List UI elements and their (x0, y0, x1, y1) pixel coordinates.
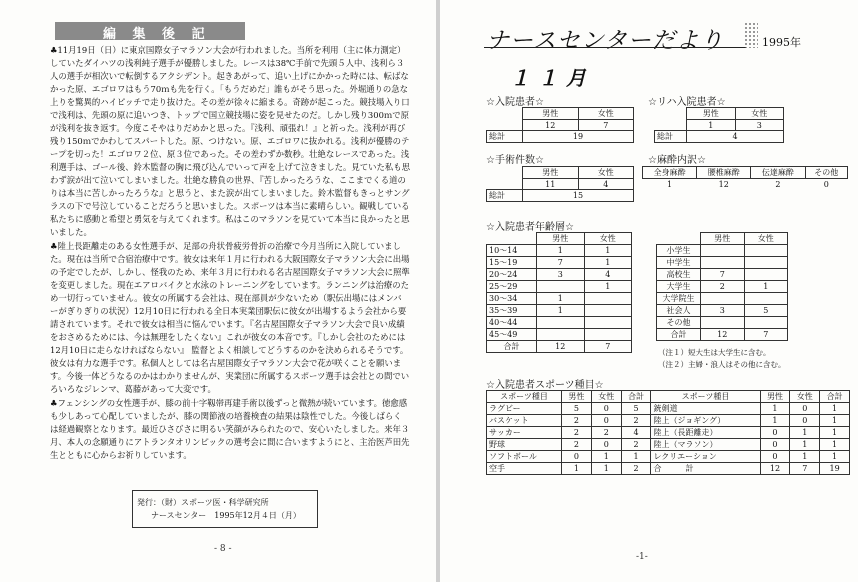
table-row: 10～14 1 1 (487, 245, 632, 257)
publisher-line: 発行：（財）スポーツ医・科学研究所 (137, 498, 269, 507)
total-count: 15 (523, 190, 634, 202)
female-count: 3 (735, 120, 784, 131)
col-other: その他 (805, 167, 847, 179)
right-page (440, 0, 858, 582)
issue-year: 1995年 (762, 36, 801, 49)
conduction-count: 2 (775, 179, 781, 189)
table-row: 25～29 1 (487, 281, 632, 293)
publisher-box (132, 490, 318, 528)
table-row: 空手 1 1 2 合 計 12 7 19 (487, 463, 850, 475)
col-spinal: 腰椎麻酔 (697, 167, 751, 179)
male-count: 1 (687, 120, 736, 131)
col-male: 男性 (537, 233, 585, 245)
col-female: 女性 (584, 233, 632, 245)
other-count: 0 (823, 179, 829, 189)
table-row: バスケット 2 0 2 陸上（ジョギング） 1 0 1 (487, 415, 850, 427)
table-row: 30～34 1 (487, 293, 632, 305)
newsletter-title: ナースセンターだより (486, 28, 724, 54)
page-number-right: -1- (636, 552, 648, 562)
note-junior-college: （注１）短大生は大学生に含む。 (658, 348, 771, 357)
inpatients-heading: ☆入院患者☆ (486, 97, 544, 108)
total-count: 4 (687, 131, 784, 143)
col-female: 女性 (735, 108, 784, 120)
inpatients-table (486, 107, 634, 143)
occupation-table (656, 232, 788, 341)
table-row: ラグビー 5 0 5 銃剣道 1 0 1 (487, 403, 850, 415)
table-row: 大学生 2 1 (657, 281, 788, 293)
table-row: 40～44 (487, 317, 632, 329)
table-row: 45～49 (487, 329, 632, 341)
col-female: 女性 (578, 167, 634, 179)
col-conduction: 伝達麻酔 (751, 167, 805, 179)
note-housewife: （注２）主婦・浪人はその他に含む。 (658, 360, 786, 369)
col-male: 男性 (701, 233, 745, 245)
table-row: 20～24 3 4 (487, 269, 632, 281)
table-row: サッカー 2 2 4 陸上（長距離走） 0 1 1 (487, 427, 850, 439)
general-count: 1 (667, 179, 673, 189)
total-count: 19 (523, 131, 634, 143)
male-count: 11 (523, 179, 579, 190)
col-female: 女性 (578, 108, 634, 120)
paragraph-long-distance: ♣陸上長距離走のある女性選手が、足部の舟状骨疲労骨折の治療で今月当所に入院していました。現在は当所で合宿治療中です。彼女は来年１月に行われる大阪国際女子マラソン大会に出場の予定でしたが、しかし、怪我のため、来年３月に行われる名古屋国際女子マラソン大会に照準を変更しました。現在エアロバイクと水泳のトレーニングをしています。ランニングは治療のため一切行っていません。彼女の所属する会社は、現在部員が少ないため（駅伝出場にはメンバーがぎりぎりの状況）12月10日に行われる全日本実業団駅伝に彼女が出場するよう会社から要請されています。それで彼女は相当に悩んでいます。『名古屋国際女子マラソン大会で良い成績をおさめるためには、今は無理をしたくない』これが彼女の本音です。『しかし会社のためには12月10日に走らなければならない』 監督とよく相談してどうするのかを決められるそうです。彼女は有力な選手です。私個人としては名古屋国際女子マラソン大会で花が咲くことを願います。今後一体どうなるのかはわかりませんが、実業団に所属するスポーツ選手は会社との間でいろいろなジレンマ、葛藤があって大変です。 (50, 241, 410, 394)
total-row: 合計 12 7 (487, 341, 632, 353)
issue-month: １１月 (510, 66, 594, 90)
total-label: 総計 (655, 131, 687, 143)
age-table (486, 232, 632, 353)
page-number-left: - 8 - (214, 544, 232, 554)
table-row: 大学院生 (657, 293, 788, 305)
male-count: 12 (523, 120, 579, 131)
title-underline (484, 47, 746, 48)
sports-heading: ☆入院患者スポーツ種目☆ (486, 380, 604, 391)
table-row: 小学生 (657, 245, 788, 257)
total-label: 総計 (487, 131, 523, 143)
anesthesia-heading: ☆麻酔内訳☆ (648, 155, 706, 166)
total-row: 合計 12 7 (657, 329, 788, 341)
paragraph-fencing: ♣フェンシングの女性選手が、膝の前十字靱帯再建手術以後ずっと微熱が続いています。徳愈感も少しあって心配していましたが、膝の関節液の培養検査の結果は陰性でした。今後しばらくは経過観察となります。最近ひさびさに明るい笑顔がみられたので、安心いたしました。来年３月、本人の念願通りにアトランタオリンピックの選考会に間に合いますようにと、主治医芦田先生とともに心からお祈りしています。 (50, 398, 410, 460)
table-row: ソフトボール 0 1 1 レクリエーション 0 1 1 (487, 451, 850, 463)
col-general: 全身麻酔 (643, 167, 697, 179)
spinal-count: 12 (718, 179, 729, 189)
publisher-date: ナースセンター 1995年12月４日（月） (151, 511, 301, 520)
total-label: 総計 (487, 190, 523, 202)
col-female: 女性 (744, 233, 788, 245)
table-row: 社会人 3 5 (657, 305, 788, 317)
paragraph-marathon: ♣11月19日（日）に東京国際女子マラソン大会が行われました。当所を利用（主に体力測定）していたダイハツの浅利純子選手が優勝しました。レースは38℃手前で先頭５人中、浅利ら３人の選手が相次いで転倒するアクシデント。起きあがって、追い上げにかかった時には、転ばなかった原、エゴロワはもう70ｍも先を行く。「もうだめだ」誰もがそう思った。外堀通りの急な上りを驚異的ハイピッチで走り抜けた。その差が徐々に縮まる。奇跡が起こった。競技場入り口で浅利は、先頭の原に追いつき、トップで国立競技場に姿を見せたのだ。しかし残り300ｍで原が浅利を抜き返す。今度こそやはりだめかと思った。『浅利、頑張れ！』と祈った。浅利が再び残り150ｍでかわしてスパートした。原、つけない。原、エゴロワに抜かれる。浅利が優勝のテープを切った！エゴロワ２位、原３位であった。その差わずか数秒。壮絶なレースであった。浅利選手は、ゴール後、鈴木監督の胸に飛び込んでいって声を上げて泣きました。見ていた私も思わず涙が出て泣いてしまいました。壮絶な勝負の世界、『苦しかったろうな、ここまでくる道のりは本当に苦しかったろうな』と思うと、また涙が出てしまいました。鈴木監督もきっとサングラスの下で号泣していることだろうと思いました。スポーツは本当に素晴らしい。観戦している私たちに感動と希望と勇気を与えてくれます。私はこのマラソンを見ていて本当に良かったと思いました。 (50, 45, 410, 237)
sports-table: スポーツ種目 男性 女性 合計 スポーツ種目 男性 女性 合計 ラグビー 5 0 5 銃剣道 1 0 1 バスケット 2 0 2 陸上（ジョギング） 1 0 1 サッカー 2 2 4 陸上（長距離走） 0 1 1 野球 2 0 2 陸上（マラソン） 0 1 1 ソフトボール 0 1 1 レクリエーション 0 1 1 空手 1 1 2 合 計 12 7 19 (486, 390, 850, 475)
table-row: 中学生 (657, 257, 788, 269)
rehab-heading: ☆リハ入院患者☆ (648, 97, 726, 108)
editorial-heading: 編 集 後 記 (55, 22, 245, 40)
table-row: 15～19 7 1 (487, 257, 632, 269)
title-dot-pattern (744, 22, 758, 48)
surgery-table (486, 166, 634, 202)
col-male: 男性 (687, 108, 736, 120)
anesthesia-table (642, 166, 848, 190)
col-male: 男性 (523, 167, 579, 179)
table-row: 野球 2 0 2 陸上（マラソン） 0 1 1 (487, 439, 850, 451)
col-male: 男性 (523, 108, 579, 120)
surgery-heading: ☆手術件数☆ (486, 155, 544, 166)
rehab-table (654, 107, 784, 143)
female-count: 7 (578, 120, 634, 131)
table-row: 高校生 7 (657, 269, 788, 281)
age-heading: ☆入院患者年齢層☆ (486, 222, 574, 233)
table-row: その他 (657, 317, 788, 329)
female-count: 4 (578, 179, 634, 190)
editorial-body (50, 44, 410, 463)
table-row: 35～39 1 (487, 305, 632, 317)
